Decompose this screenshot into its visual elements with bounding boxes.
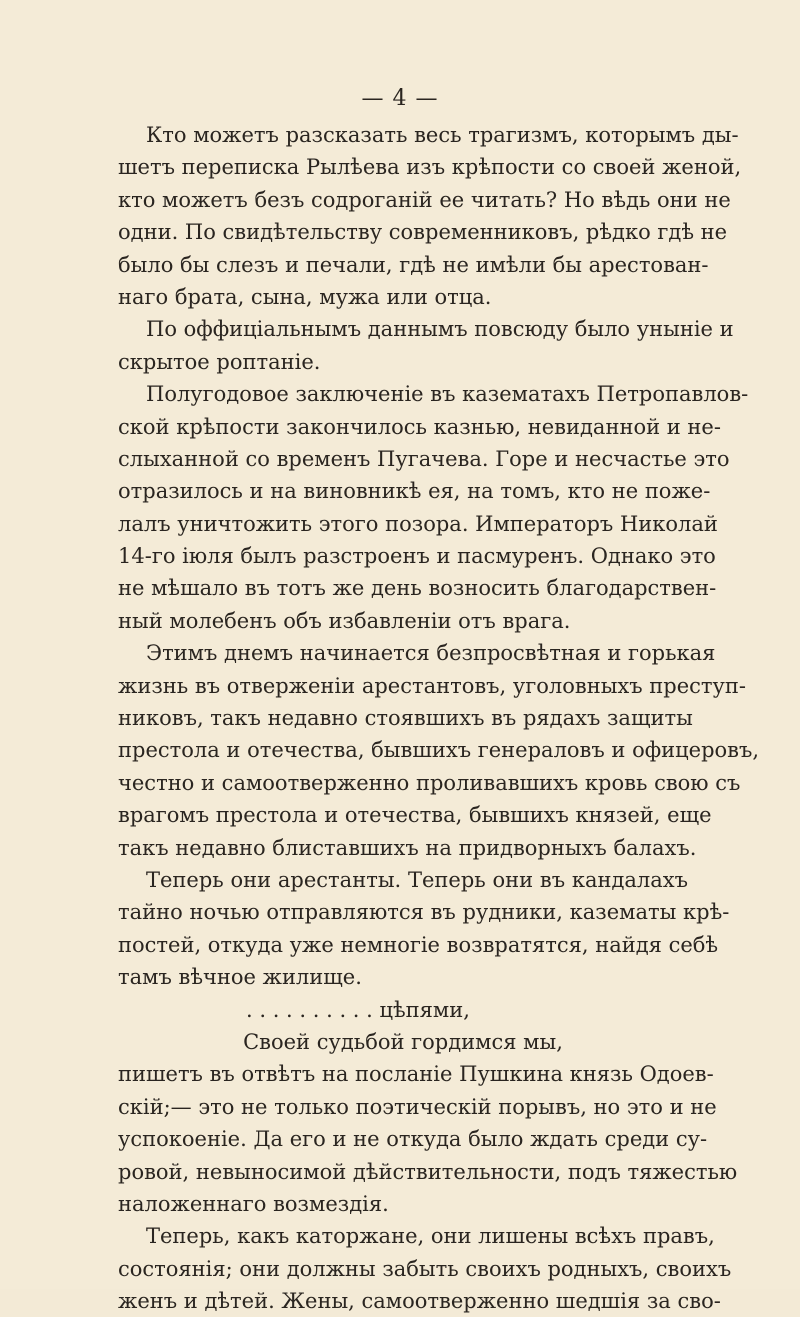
text-line: . . . . . . . . . . цѣпями, [246, 997, 470, 1022]
text-line: наложеннаго возмездiя. [118, 1191, 389, 1216]
text-line: Теперь они арестанты. Теперь они въ кандалахъ [146, 867, 688, 892]
text-line: ный молебенъ объ избавленiи отъ врага. [118, 608, 571, 633]
text-line: кто можетъ безъ содроганiй ее читать? Но вѣдь они не [118, 187, 731, 212]
text-line: было бы слезъ и печали, гдѣ не имѣли бы арестован- [118, 252, 709, 277]
text-line: тамъ вѣчное жилище. [118, 965, 362, 990]
text-line: постей, откуда уже немногiе возвратятся, найдя себѣ [118, 932, 719, 957]
text-line: Полугодовое заключенiе въ казематахъ Петропавлов- [146, 382, 749, 407]
text-line: честно и самоотверженно проливавшихъ кровь свою съ [118, 770, 741, 795]
text-line: состоянiя; они должны забыть своихъ родныхъ, своихъ [118, 1256, 732, 1281]
text-line: Своей судьбой гордимся мы, [243, 1029, 563, 1054]
text-line: 14-го iюля былъ разстроенъ и пасмуренъ. Однако это [118, 544, 716, 569]
text-line: отразилось и на виновникѣ ея, на томъ, кто не поже- [118, 479, 711, 504]
text-line: врагомъ престола и отечества, бывшихъ князей, еще [118, 803, 712, 828]
text-line: ской крѣпости закончилось казнью, невиданной и не- [118, 414, 721, 439]
text-line: пишетъ въ отвѣтъ на посланiе Пушкина князь Одоев- [118, 1062, 714, 1087]
text-line: никовъ, такъ недавно стоявшихъ въ рядахъ защиты [118, 706, 693, 731]
text-line: жизнь въ отверженiи арестантовъ, уголовныхъ преступ- [118, 673, 746, 698]
page-number: — 4 — [361, 86, 439, 111]
text-line: не мѣшало въ тотъ же день возносить благодарствен- [118, 576, 717, 601]
text-line: женъ и дѣтей. Жены, самоотверженно шедшiя за сво- [118, 1289, 721, 1314]
text-line: По оффицiальнымъ даннымъ повсюду было унынiе и [146, 317, 734, 342]
text-line: такъ недавно блиставшихъ на придворныхъ балахъ. [118, 835, 697, 860]
text-line: престола и отечества, бывшихъ генераловъ и офицеровъ, [118, 738, 760, 763]
text-line: Кто можетъ разсказать весь трагизмъ, которымъ ды- [146, 123, 739, 147]
text-line: ровой, невыносимой дѣйствительности, подъ тяжестью [118, 1159, 738, 1184]
text-line: лалъ уничтожить этого позора. Императоръ Николай [118, 511, 718, 536]
text-line: скрытое роптанiе. [118, 349, 321, 374]
text-line: успокоенiе. Да его и не откуда было ждать среди су- [118, 1127, 708, 1152]
text-line: слыханной со временъ Пугачева. Горе и несчастье это [118, 446, 730, 471]
text-line: скiй;— это не только поэтическiй порывъ, но это и не [118, 1094, 717, 1119]
text-line: Этимъ днемъ начинается безпросвѣтная и горькая [146, 641, 716, 666]
body-text [118, 119, 760, 1317]
text-line: тайно ночью отправляются въ рудники, казематы крѣ- [118, 900, 730, 925]
text-line: наго брата, сына, мужа или отца. [118, 284, 492, 309]
text-line: одни. По свидѣтельству современниковъ, рѣдко гдѣ не [118, 220, 728, 245]
text-line: шетъ переписка Рылѣева изъ крѣпости со своей женой, [118, 155, 742, 180]
text-line: Теперь, какъ каторжане, они лишены всѣхъ правъ, [146, 1224, 715, 1249]
